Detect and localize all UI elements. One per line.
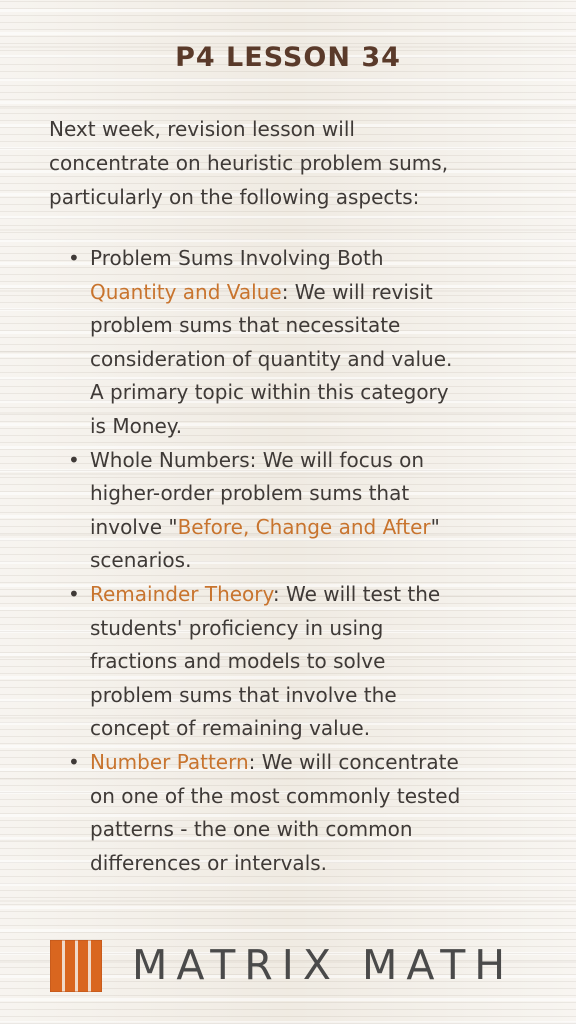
brand-name: MATRIX MATH [132,941,515,989]
page-title: P4 LESSON 34 [175,42,401,73]
topic-text: consideration of quantity and value. [90,346,453,371]
bullet-marker: • [68,447,80,472]
intro-line: particularly on the following aspects: [49,185,420,209]
topic-line [90,847,554,881]
topic-line [90,746,554,780]
topic-line [90,645,554,679]
topic-text: : We will concentrate [248,749,459,774]
topic-line [90,477,554,511]
topic-line [90,813,554,847]
intro-line: Next week, revision lesson will [49,117,355,141]
topic-text: problem sums that necessitate [90,313,401,338]
topic-text: scenarios. [90,548,192,573]
bullet-marker: • [68,749,80,774]
topic-line [90,376,554,410]
topic-text: : We will revisit [281,279,433,304]
topic-line [90,410,554,444]
topic-line [90,780,554,814]
topic-line [90,712,554,746]
topic-list-item [64,444,554,578]
topic-text: A primary topic within this category [90,380,449,405]
highlighted-topic: Before, Change and After [177,514,431,539]
topic-text: " [430,514,440,539]
topic-line [90,679,554,713]
highlighted-topic: Number Pattern [90,749,249,774]
topic-list-item [64,578,554,746]
topic-text: Problem Sums Involving Both [90,246,384,270]
topic-text: differences or intervals. [90,850,328,875]
topic-line [90,276,554,310]
topic-text: patterns - the one with common [90,817,413,842]
highlighted-topic: Remainder Theory [90,581,273,606]
matrix-math-logo-icon [50,940,102,992]
topic-line [90,544,554,578]
topic-line [90,444,554,478]
topic-line [90,578,554,612]
topic-text: higher-order problem sums that [90,481,410,506]
topic-list-item [64,746,554,880]
highlighted-topic: Quantity and Value [90,279,282,304]
topic-text: concept of remaining value. [90,716,371,741]
topic-text: students' proficiency in using [90,615,384,640]
intro-line: concentrate on heuristic problem sums, [49,151,449,175]
topic-text: involve " [90,514,178,539]
topic-line [90,242,554,276]
topic-line [90,343,554,377]
topic-text: fractions and models to solve [90,649,386,674]
matrix-math-logo [50,938,550,992]
intro-paragraph [49,112,549,214]
topic-text: problem sums that involve the [90,682,397,707]
bullet-marker: • [68,246,80,270]
topic-text: : We will test the [272,581,441,606]
topic-line [90,511,554,545]
topic-list [64,242,554,880]
topic-text: on one of the most commonly tested [90,783,461,808]
topic-text: Whole Numbers: We will focus on [90,447,425,472]
topic-line [90,612,554,646]
bullet-marker: • [68,581,80,606]
topic-list-item [64,242,554,444]
topic-line [90,309,554,343]
topic-text: is Money. [90,413,183,438]
